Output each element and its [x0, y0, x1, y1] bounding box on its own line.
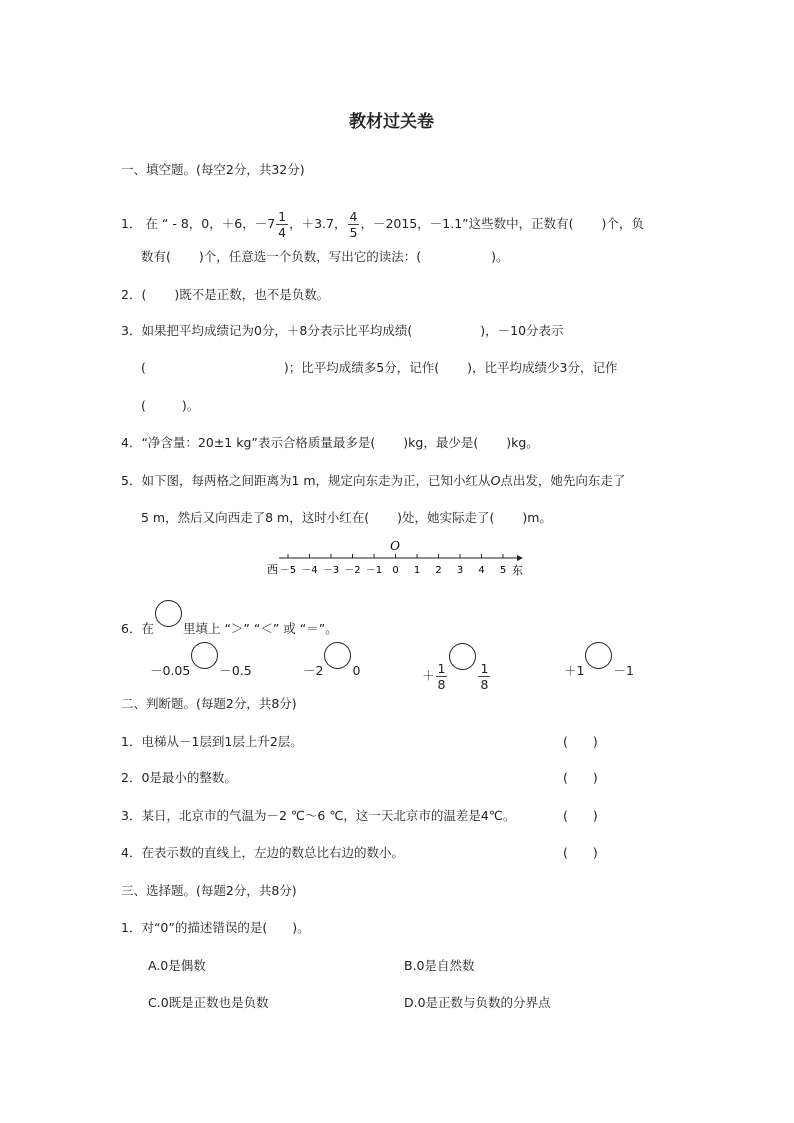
q1-line2-b: )个，任意选一个负数，写出它的读法：(	[198, 249, 422, 264]
section2-heading: 二、判断题。(每题2分，共8分)	[121, 696, 297, 711]
q6-compare-2: －2 0	[303, 642, 360, 685]
tick-label: －1	[365, 565, 383, 576]
fraction-1-8-right: $\frac{1}{8}$	[480, 661, 489, 692]
judge-num: 1．	[121, 734, 142, 749]
q1-line2-a: 数有(	[141, 249, 171, 264]
judge-text: 在表示数的直线上，左边的数总比右边的数小。	[141, 845, 404, 860]
section3-heading: 三、选择题。(每题2分，共8分)	[121, 883, 297, 898]
option-d[interactable]: D.0是正数与负数的分界点	[404, 995, 551, 1010]
judge-item	[121, 770, 237, 786]
judge-item	[121, 734, 303, 750]
judge-answer-paren[interactable]: ( )	[563, 845, 598, 860]
tick-label: 1	[413, 565, 421, 576]
q1-num: 1．	[121, 216, 142, 231]
q3-line3: ( )。	[141, 398, 200, 413]
tick-label: 4	[478, 565, 485, 576]
q3-line2: ( )；比平均成绩多5分，记作( )，比平均成绩少3分，记作	[141, 360, 618, 375]
q1-line2	[141, 249, 509, 265]
compare-circle-1[interactable]	[191, 642, 218, 669]
judge-text: 电梯从－1层到1层上升2层。	[141, 734, 303, 749]
judge-num: 2．	[121, 770, 142, 785]
fraction-1-8-left: $\frac{1}{8}$	[437, 661, 446, 692]
q1-text-a: 在 “ - 8，0，＋6，－7	[145, 216, 276, 231]
tick-label: －5	[279, 565, 297, 576]
option-a[interactable]: A.0是偶数	[148, 958, 206, 973]
option-b[interactable]: B.0是自然数	[404, 958, 475, 973]
judge-item	[121, 845, 404, 861]
origin-label: O	[390, 539, 400, 553]
judge-num: 3．	[121, 808, 142, 823]
number-line-diagram	[265, 538, 535, 578]
west-label: 西	[267, 563, 278, 576]
judge-answer-paren[interactable]: ( )	[563, 734, 598, 749]
q1-line2-c: )。	[491, 249, 509, 264]
s3-q1: 1．对“0”的描述错误的是( )。	[121, 920, 310, 935]
q5-line1: 5．如下图，每两格之间距离为1 m，规定向东走为正，已知小红从O点出发，她先向东走了	[121, 473, 626, 488]
judge-answer-paren[interactable]: ( )	[563, 770, 598, 785]
tick-label: 5	[499, 565, 507, 576]
q1-text-d: )个，负	[601, 216, 644, 231]
q4: 4．“净含量：20±1 kg”表示合格质量最多是( )kg，最少是( )kg。	[121, 435, 539, 450]
tick-label: 0	[392, 565, 399, 576]
judge-num: 4．	[121, 845, 142, 860]
tick-label: －2	[344, 565, 361, 576]
q3-line1: 3．如果把平均成绩记为0分，＋8分表示比平均成绩( )，－10分表示	[121, 323, 564, 338]
q1-text-c: ，－2015，－1.1”这些数中，正数有(	[360, 216, 574, 231]
judge-item	[121, 808, 515, 824]
tick-label: －4	[301, 565, 318, 576]
fraction-1-4: $\frac{1}{4}$	[278, 209, 287, 240]
q1-text-b: ，＋3.7，	[289, 216, 347, 231]
fraction-4-5: $\frac{4}{5}$	[349, 209, 358, 240]
page-title: 教材过关卷	[349, 112, 434, 132]
judge-text: 某日，北京市的气温为－2 ℃～6 ℃，这一天北京市的温差是4℃。	[141, 808, 516, 823]
compare-circle-3[interactable]	[449, 643, 476, 670]
q6-line1: 6．在 里填上 “＞” “＜” 或 “＝”。	[121, 600, 338, 643]
tick-label: 2	[435, 565, 442, 576]
q6-compare-1: －0.05 －0.5	[150, 642, 252, 685]
tick-label: －3	[322, 565, 340, 576]
q5-line2: 5 m，然后又向西走了8 m，这时小红在( )处，她实际走了( )m。	[141, 510, 552, 525]
q6-compare-4: ＋1 －1	[564, 642, 634, 685]
q1-line1	[121, 204, 644, 244]
tick-label: 3	[456, 565, 464, 576]
q6-compare-3: ＋ $\frac{1}{8}$ $\frac{1}{8}$	[422, 643, 491, 694]
judge-text: 0是最小的整数。	[141, 770, 237, 785]
compare-circle-2[interactable]	[324, 642, 351, 669]
east-label: 东	[512, 564, 523, 577]
axis-arrow	[517, 555, 523, 561]
compare-circle-4[interactable]	[585, 642, 612, 669]
option-c[interactable]: C.0既是正数也是负数	[148, 995, 269, 1010]
judge-answer-paren[interactable]: ( )	[563, 808, 598, 823]
comparison-circle[interactable]	[155, 600, 182, 627]
q2: 2．( )既不是正数，也不是负数。	[121, 287, 330, 302]
section1-heading: 一、填空题。(每空2分，共32分)	[121, 162, 305, 177]
